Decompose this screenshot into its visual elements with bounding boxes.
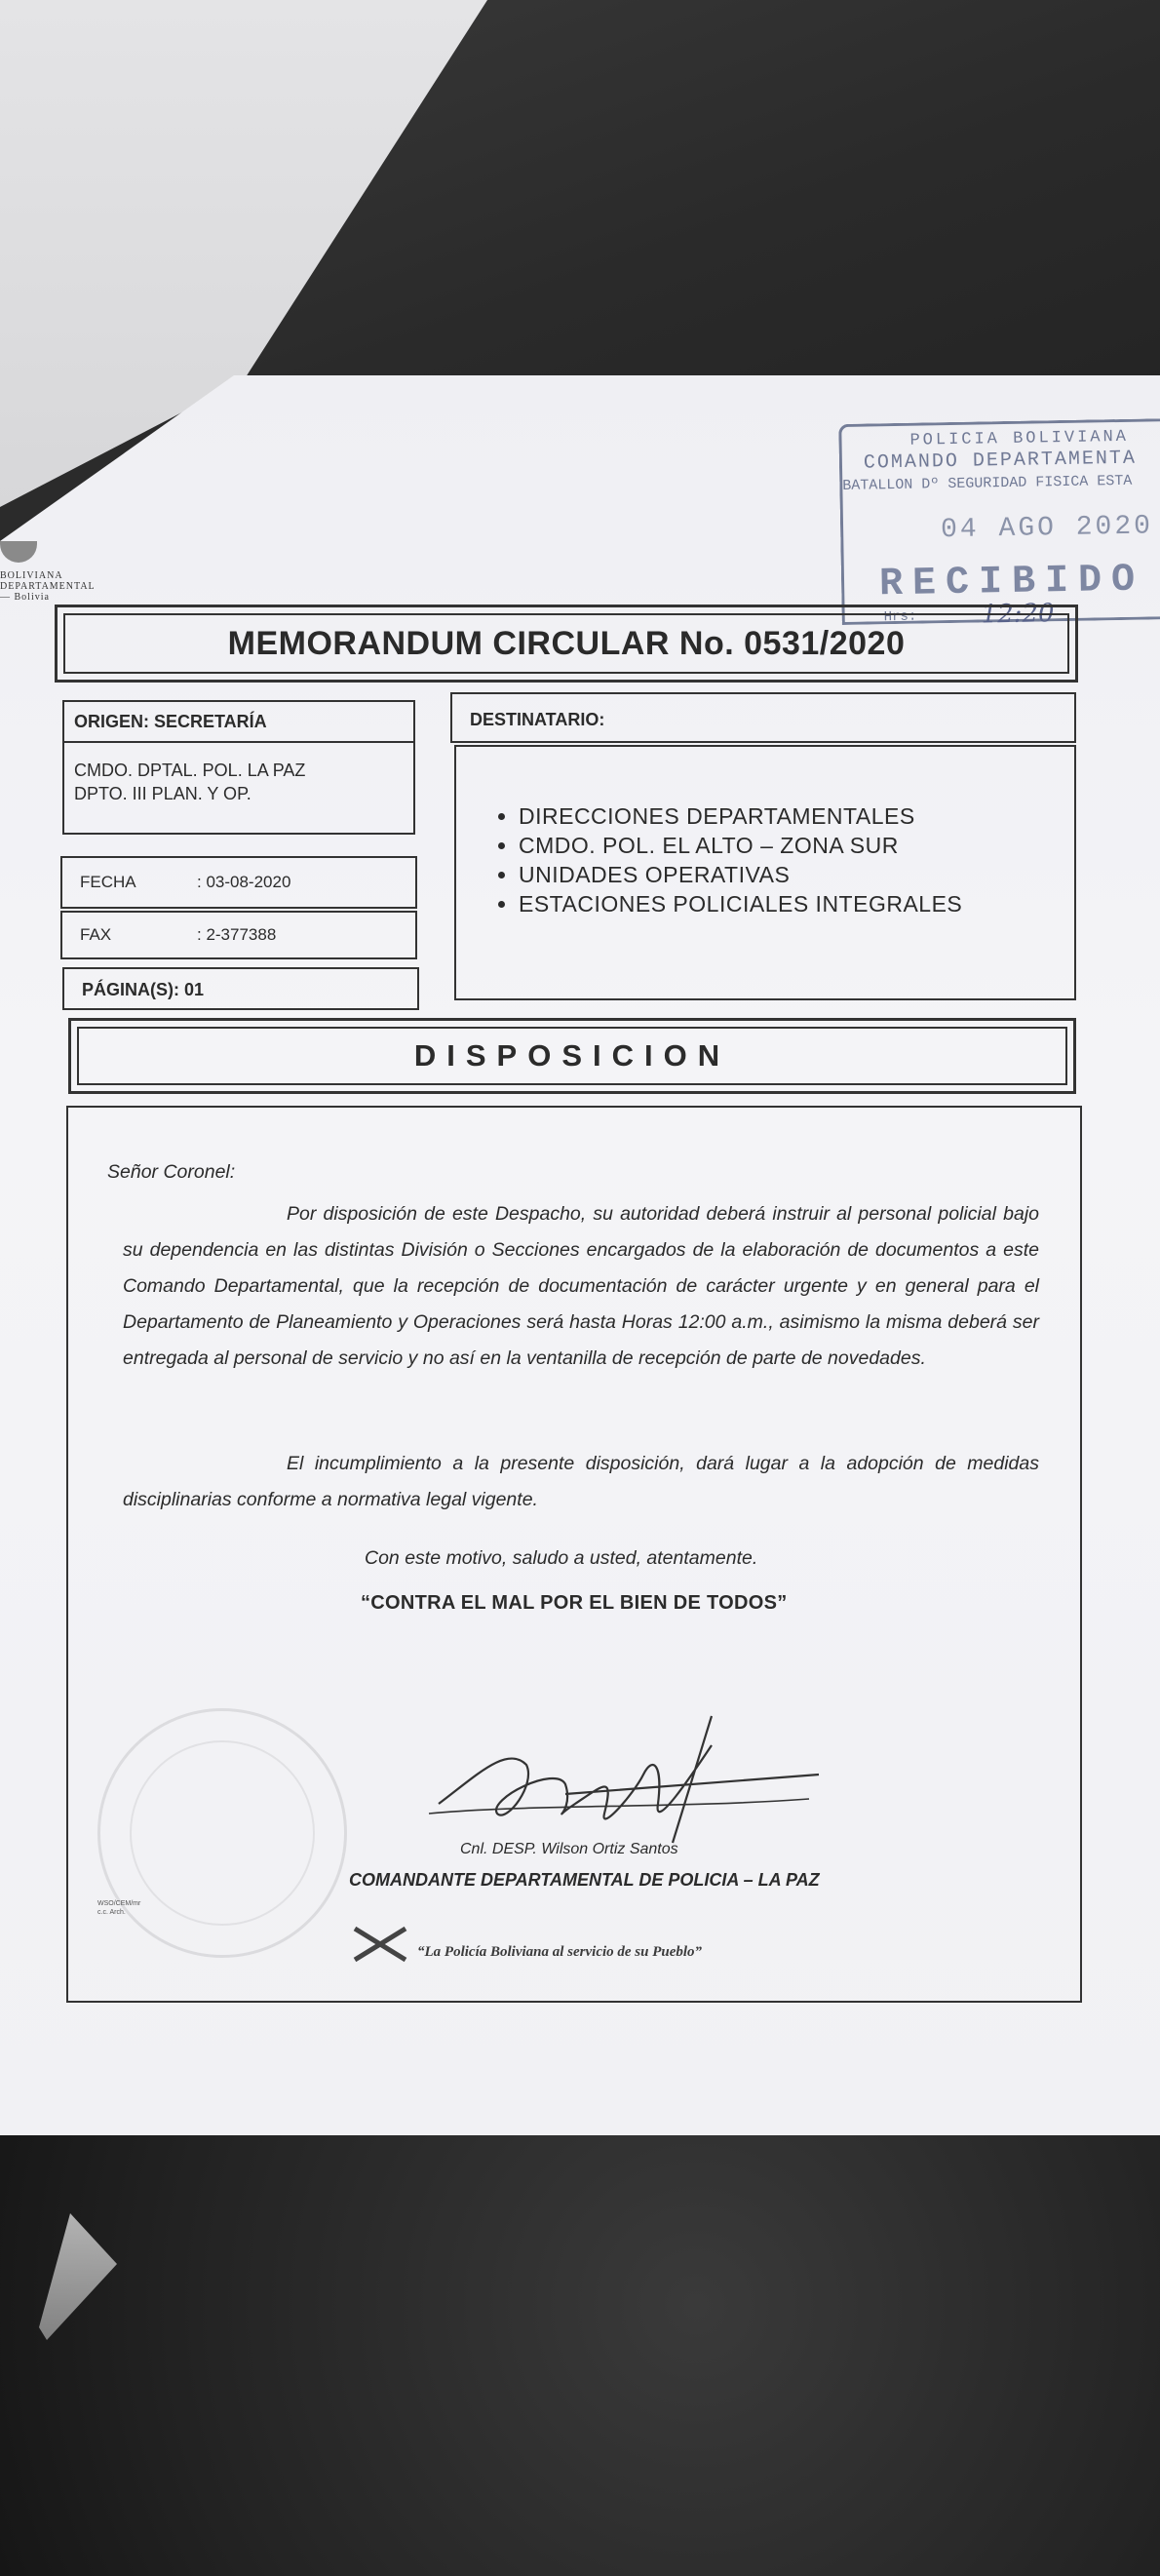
stamp-line-1: POLICIA BOLIVIANA	[909, 427, 1130, 450]
stamp-date: 04 AGO 2020	[940, 511, 1154, 546]
destinatario-list	[483, 801, 962, 918]
memo-title-box	[55, 605, 1078, 683]
fax-label: FAX	[80, 925, 112, 944]
destinatario-label: DESTINATARIO:	[470, 710, 605, 729]
fax-row	[60, 911, 417, 959]
fecha-label: FECHA	[80, 873, 136, 891]
stamp-line-2: COMANDO DEPARTAMENTA	[863, 447, 1138, 475]
seal-reference: WSO/CEM/mr c.c. Arch.	[97, 1900, 141, 1916]
origen-line-2: DPTO. III PLAN. Y OP.	[74, 784, 251, 803]
stamp-time: 12:20	[981, 599, 1055, 630]
stamp-line-3: BATALLON Dº SEGURIDAD FISICA ESTA	[842, 472, 1133, 494]
paragraph-1: Por disposición de este Despacho, su autoridad deberá instruir al personal policial bajo su dependencia en las distintas División o Secciones encargados de la elaboración de documentos a este Comando Departamental, que la recepción de documentación de carácter urgente y en general para el Departamento de Planeamiento y Operaciones será hasta Horas 12:00 a.m., asimismo la misma deberá ser entregada al personal de servicio y no así en la ventanilla de recepción de parte de novedades.	[123, 1203, 1039, 1369]
crossed-batons-icon	[351, 1925, 409, 1964]
logo-line-1: BOLIVIANA	[0, 570, 63, 581]
stamp-hour-label: Hrs:	[883, 608, 917, 626]
faded-seal	[97, 1708, 347, 1958]
disposicion-title: DISPOSICION	[413, 1038, 731, 1073]
motto: “CONTRA EL MAL POR EL BIEN DE TODOS”	[361, 1592, 788, 1614]
logo-line-2: DEPARTAMENTAL	[0, 581, 96, 592]
list-item: • CMDO. POL. EL ALTO – ZONA SUR	[519, 831, 962, 860]
handwritten-signature	[419, 1706, 829, 1853]
destinatario-box	[454, 745, 1076, 1000]
origen-box	[62, 700, 415, 835]
pagina-label: PÁGINA(S): 01	[82, 980, 205, 999]
memo-title: MEMORANDUM CIRCULAR No. 0531/2020	[227, 624, 906, 662]
police-logo	[0, 541, 97, 603]
logo-line-3: — Bolivia	[0, 592, 50, 603]
list-item: • ESTACIONES POLICIALES INTEGRALES	[519, 889, 962, 918]
origen-label: ORIGEN: SECRETARÍA	[74, 712, 267, 731]
salutation: Señor Coronel:	[107, 1161, 236, 1183]
signer-office: COMANDANTE DEPARTAMENTAL DE POLICIA – LA PAZ	[349, 1870, 820, 1890]
fecha-row	[60, 856, 417, 909]
paragraph-2: El incumplimiento a la presente disposición, dará lugar a la adopción de medidas disciplinarias conforme a normativa legal vigente.	[123, 1453, 1039, 1510]
received-stamp	[838, 418, 1160, 630]
emblem-icon	[0, 541, 37, 563]
fecha-value: : 03-08-2020	[197, 873, 291, 891]
police-slogan: “La Policía Boliviana al servicio de su Pueblo”	[417, 1944, 703, 1960]
pagina-row	[62, 967, 419, 1010]
origen-line-1: CMDO. DPTAL. POL. LA PAZ	[74, 761, 306, 780]
signer-name: Cnl. DESP. Wilson Ortiz Santos	[460, 1841, 678, 1857]
background-bottom	[0, 2126, 1160, 2576]
destinatario-header	[450, 692, 1076, 743]
closing: Con este motivo, saludo a usted, atentamente.	[365, 1547, 758, 1569]
fax-value: : 2-377388	[197, 925, 277, 944]
list-item: • UNIDADES OPERATIVAS	[519, 860, 962, 889]
list-item: • DIRECCIONES DEPARTAMENTALES	[519, 801, 962, 831]
stamp-received: RECIBIDO	[878, 558, 1145, 607]
disposicion-box	[68, 1018, 1076, 1094]
